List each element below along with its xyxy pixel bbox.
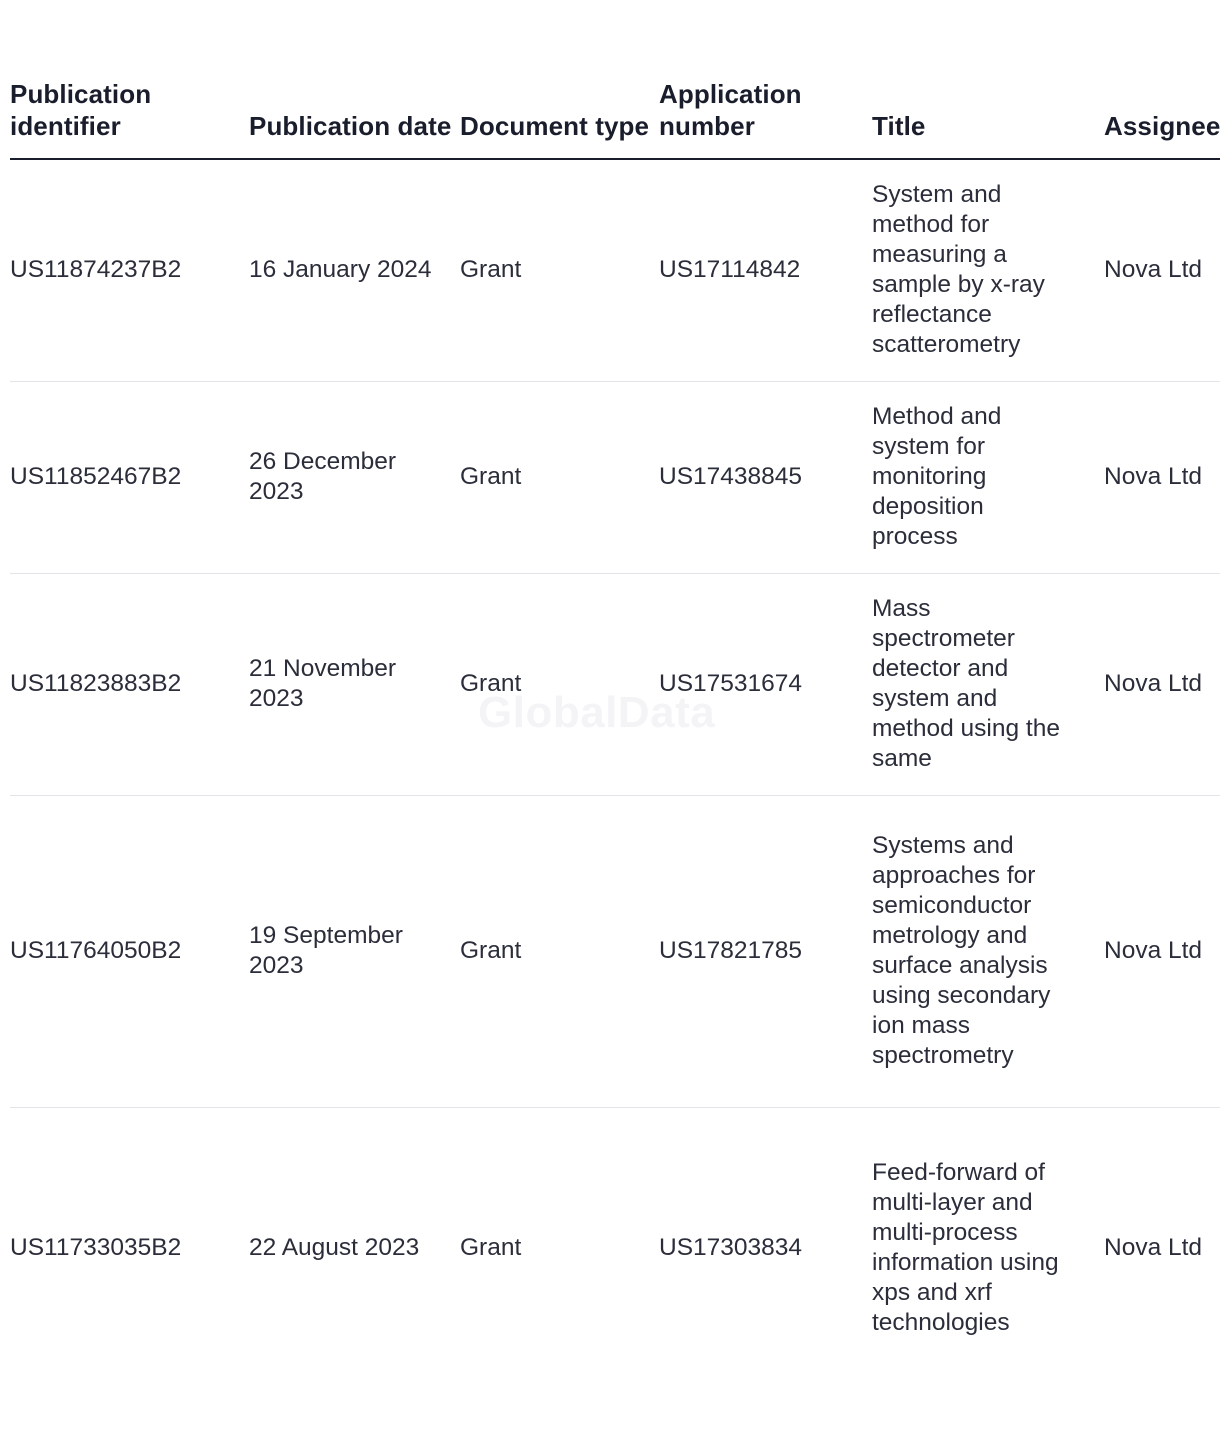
cell-document-type: Grant	[460, 381, 659, 573]
cell-application-number: US17531674	[659, 573, 872, 795]
cell-document-type: Grant	[460, 573, 659, 795]
cell-assignee: Nova Ltd	[1104, 573, 1220, 795]
cell-publication-identifier: US11764050B2	[10, 795, 249, 1107]
header-application-number: Application number	[659, 0, 872, 159]
cell-publication-identifier: US11823883B2	[10, 573, 249, 795]
cell-title: Mass spectrometer detector and system and method using the same	[872, 573, 1104, 795]
cell-assignee: Nova Ltd	[1104, 381, 1220, 573]
patents-table	[10, 0, 1220, 1389]
watermark-logo: GlobalData	[478, 688, 716, 737]
table-row	[10, 1107, 1220, 1389]
cell-publication-identifier: US11874237B2	[10, 159, 249, 381]
header-document-type: Document type	[460, 0, 659, 159]
header-publication-date: Publication date	[249, 0, 460, 159]
cell-document-type: Grant	[460, 1234, 522, 1262]
cell-title: Method and system for monitoring deposition process	[872, 381, 1104, 573]
cell-application-number: US17438845	[659, 381, 872, 573]
cell-publication-date: 21 November 2023	[249, 573, 460, 795]
cell-assignee: Nova Ltd	[1104, 795, 1220, 1107]
table-row	[10, 573, 1220, 795]
table-row	[10, 795, 1220, 1107]
cell-document-type: Grant	[460, 795, 659, 1107]
table-header	[10, 0, 1220, 159]
header-title: Title	[872, 0, 1104, 159]
cell-publication-date: 22 August 2023	[249, 1234, 420, 1262]
cell-publication-date: 26 December 2023	[249, 381, 460, 573]
table-body	[10, 159, 1220, 1389]
cell-application-number: US17114842	[659, 159, 872, 381]
cell-application-number: US17821785	[659, 795, 872, 1107]
cell-publication-identifier: US11852467B2	[10, 381, 249, 573]
cell-title: Systems and approaches for semiconductor metrology and surface analysis using secondary ion mass spectrometry	[872, 795, 1104, 1107]
cell-document-type: Grant	[460, 159, 659, 381]
table-row	[10, 381, 1220, 573]
cell-title: Feed-forward of multi-layer and multi-process information using xps and xrf technologies	[872, 1159, 1059, 1337]
patents-table-container	[10, 0, 1220, 1430]
header-assignee: Assignee	[1104, 0, 1220, 159]
table-row	[10, 159, 1220, 381]
cell-publication-identifier: US11733035B2	[10, 1234, 182, 1262]
cell-publication-date: 19 September 2023	[249, 795, 460, 1107]
header-publication-identifier: Publication identifier	[10, 0, 249, 159]
cell-application-number: US17303834	[659, 1234, 803, 1262]
cell-title: System and method for measuring a sample by x-ray reflectance scatterometry	[872, 159, 1104, 381]
cell-assignee: Nova Ltd	[1104, 159, 1220, 381]
header-row	[10, 0, 1220, 159]
cell-assignee: Nova Ltd	[1104, 1234, 1203, 1262]
cell-publication-date: 16 January 2024	[249, 159, 460, 381]
